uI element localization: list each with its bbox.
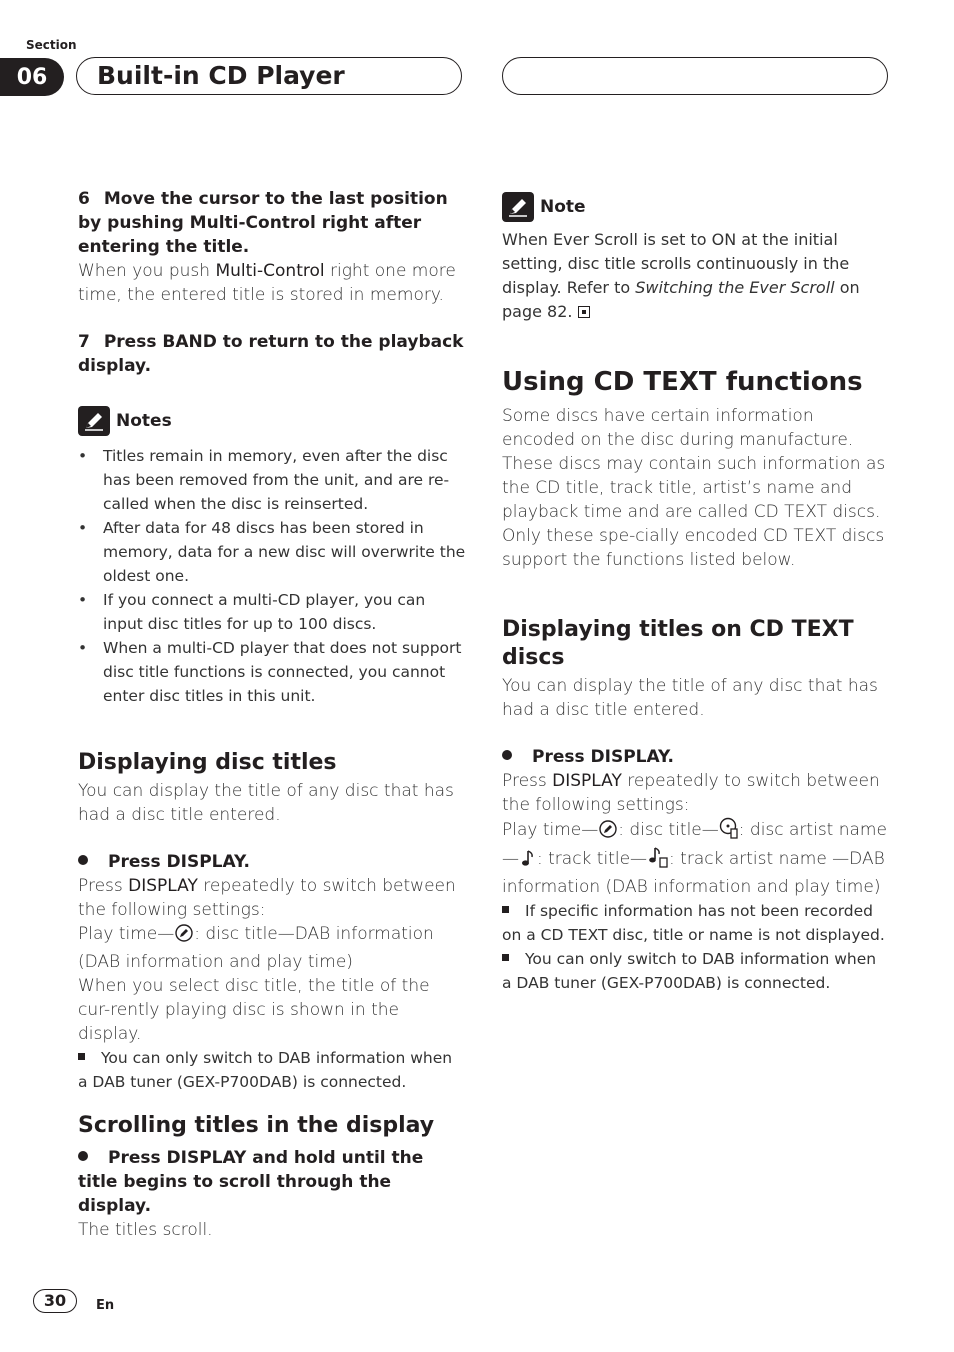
bullet-dot xyxy=(78,1151,88,1161)
cdtext-body: Some discs have certain information encoded on the disc during manufacture. These discs may contain such information as the CD title, track title, artist’s name and playback time and are called CD TEXT discs. Only these spe-cially encoded CD TEXT discs support the functions listed below. xyxy=(502,406,886,570)
dab-note: You can only switch to DAB information when a DAB tuner (GEX-P700DAB) is connected. xyxy=(78,1049,453,1091)
scrolling-section xyxy=(78,1112,466,1242)
step-7-number: 7 xyxy=(78,332,90,352)
note-block xyxy=(502,192,890,324)
page-number: 30 xyxy=(33,1289,77,1313)
step-6-title: Move the cursor to the last position by pushing Multi-Control right after entering the title. xyxy=(78,189,448,257)
bullet-dot xyxy=(78,855,88,865)
end-mark-icon xyxy=(578,306,590,318)
scrolling-body: The titles scroll. xyxy=(78,1220,213,1240)
square-bullet xyxy=(502,906,509,913)
seq-text-4: : track title— xyxy=(537,849,648,869)
track-artist-icon xyxy=(647,846,669,875)
disc-title-icon xyxy=(174,923,194,950)
track-title-icon xyxy=(519,848,537,875)
section-label: Section xyxy=(26,38,77,52)
note-body-italic: Switching the Ever Scroll xyxy=(635,278,835,297)
step-6 xyxy=(78,187,466,307)
cdtext-titles-intro: You can display the title of any disc that has had a disc title entered. xyxy=(502,676,878,720)
language-label: En xyxy=(96,1298,115,1313)
disc-titles-step: Press DISPLAY. xyxy=(108,852,250,872)
cdtext-titles-step: Press DISPLAY. xyxy=(532,747,674,767)
square-bullet xyxy=(502,954,509,961)
note-heading: Note xyxy=(540,197,586,217)
press-text: Press xyxy=(502,771,553,791)
note-body-rest: on page 82. xyxy=(502,278,860,321)
press-rest: repeatedly to switch between the following settings: xyxy=(502,771,880,815)
note-item: • If you connect a multi-CD player, you can input disc titles for up to 100 discs. xyxy=(78,588,466,636)
press-bold: DISPLAY xyxy=(128,876,198,896)
seq-text: Play time— xyxy=(78,924,175,944)
seq-text-2: : disc title— xyxy=(618,820,719,840)
seq-text-5: : track artist name —DAB information (DAB information and play time) xyxy=(502,849,885,897)
step-7 xyxy=(78,330,466,378)
disc-titles-intro: You can display the title of any disc that has had a disc title entered. xyxy=(78,781,454,825)
cdtext-note-1: If specific information has not been recorded on a CD TEXT disc, title or name is not displayed. xyxy=(502,902,885,944)
select-text: When you select disc title, the title of the cur-rently playing disc is shown in the display. xyxy=(78,976,430,1044)
step-7-title: Press BAND to return to the playback display. xyxy=(78,332,464,376)
page-title: Built-in CD Player xyxy=(76,57,462,95)
cdtext-titles-heading: Displaying titles on CD TEXT discs xyxy=(502,617,854,670)
note-body: When Ever Scroll is set to ON at the initial setting, disc title scrolls continuously in the display. Refer to xyxy=(502,230,850,297)
cdtext-section xyxy=(502,366,890,572)
step-6-number: 6 xyxy=(78,189,90,209)
scrolling-step: Press DISPLAY and hold until the title begins to scroll through the display. xyxy=(78,1148,424,1216)
notes-block xyxy=(78,406,466,708)
scrolling-heading: Scrolling titles in the display xyxy=(78,1113,435,1138)
pencil-icon xyxy=(502,192,534,222)
note-item: • After data for 48 discs has been stored in memory, data for a new disc will overwrite the oldest one. xyxy=(78,516,466,588)
seq-rest: : disc title—DAB information (DAB information and play time) xyxy=(78,924,434,972)
step-6-body-rest: right one more time, the entered title is stored in memory. xyxy=(78,261,456,305)
disc-title-icon xyxy=(598,819,618,846)
note-item: • When a multi-CD player that does not support disc title functions is connected, you cannot enter disc titles in this unit. xyxy=(78,636,466,708)
step-6-body: When you push xyxy=(78,261,216,281)
step-6-body-bold: Multi-Control xyxy=(215,261,325,281)
square-bullet xyxy=(78,1053,85,1060)
notes-heading: Notes xyxy=(116,411,172,431)
disc-artist-icon xyxy=(719,817,739,846)
press-text: Press xyxy=(78,876,129,896)
pencil-icon xyxy=(78,406,110,436)
seq-text-3: : disc artist name — xyxy=(502,820,887,869)
press-rest: repeatedly to switch between the following settings: xyxy=(78,876,456,920)
cdtext-heading: Using CD TEXT functions xyxy=(502,367,863,397)
press-bold: DISPLAY xyxy=(552,771,622,791)
cdtext-titles-section xyxy=(502,616,890,995)
bullet-dot xyxy=(502,750,512,760)
section-number: 06 xyxy=(0,58,64,96)
disc-titles-section xyxy=(78,749,466,1094)
seq-text-1: Play time— xyxy=(502,820,599,840)
header-empty-box xyxy=(502,57,888,95)
cdtext-note-2: You can only switch to DAB information when a DAB tuner (GEX-P700DAB) is connected. xyxy=(502,950,877,992)
note-item: • Titles remain in memory, even after the disc has been removed from the unit, and are re-called when the disc is reinserted. xyxy=(78,444,466,516)
disc-titles-heading: Displaying disc titles xyxy=(78,750,337,775)
